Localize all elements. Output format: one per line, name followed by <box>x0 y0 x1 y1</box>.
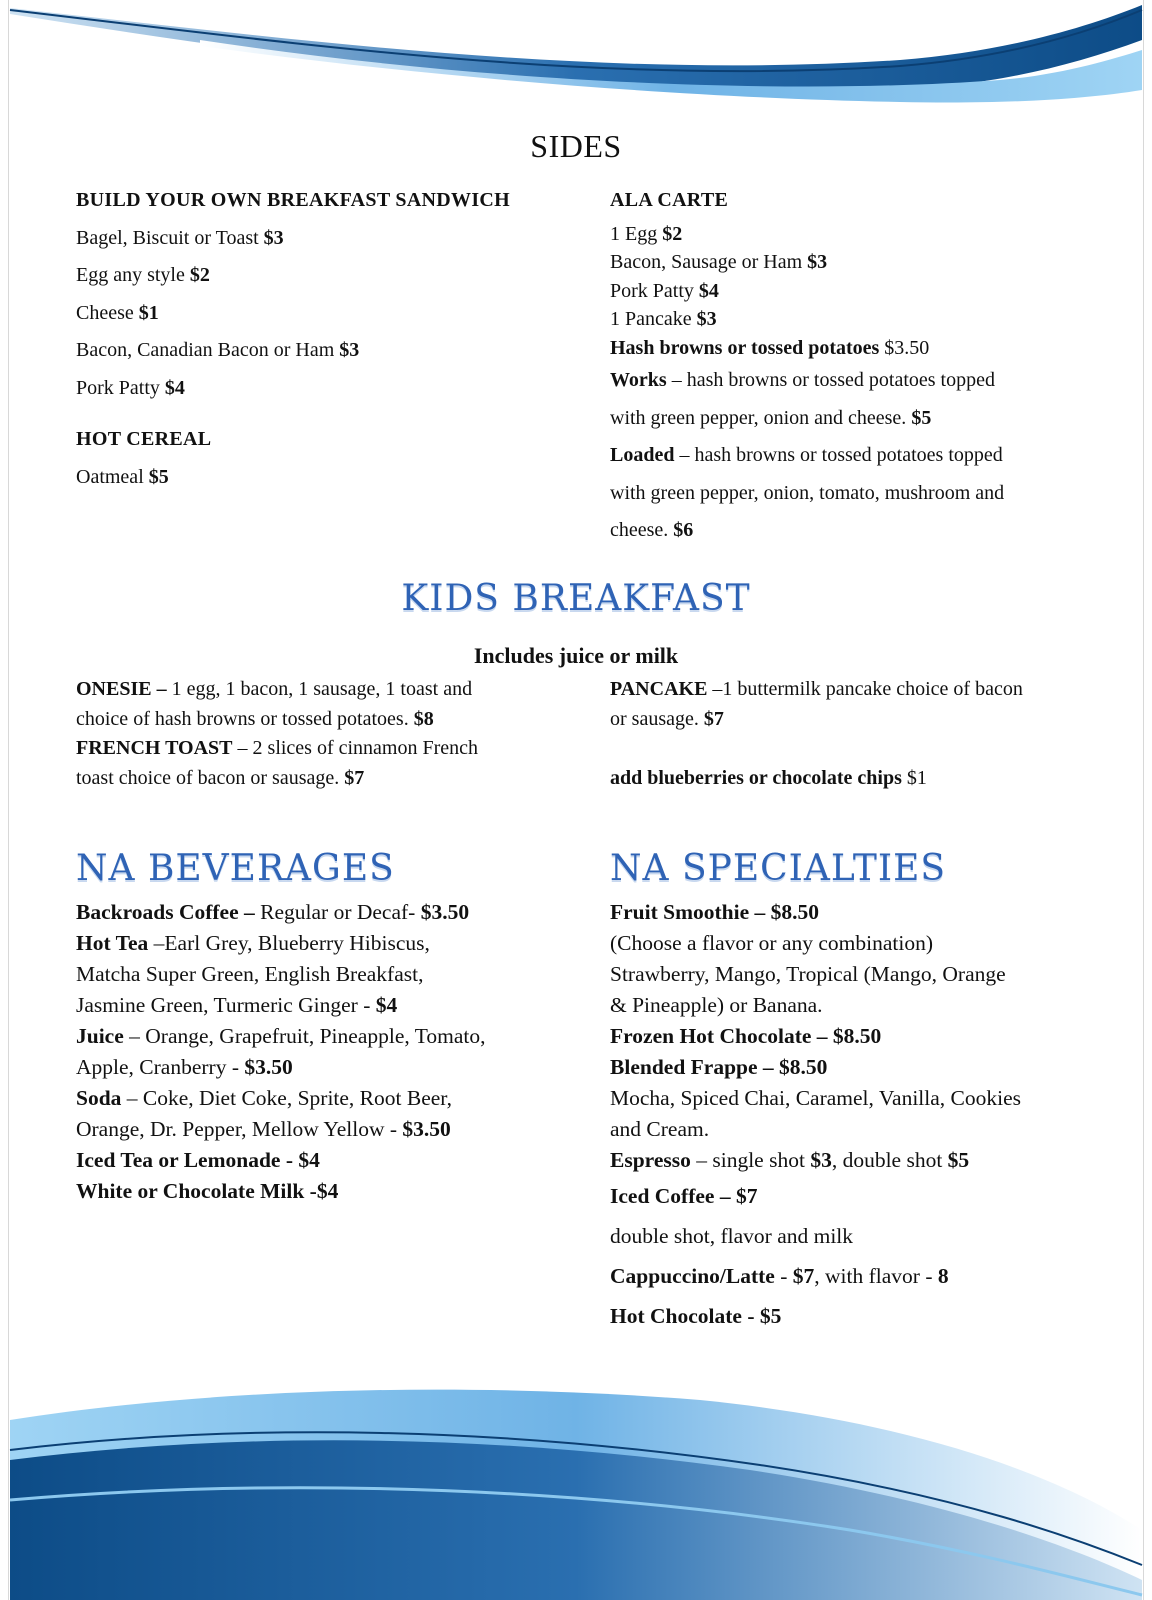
menu-item: Pork Patty $4 <box>610 279 719 302</box>
menu-line-text: Iced Coffee – $7 <box>610 1184 758 1208</box>
bottom-wave-decoration <box>0 1380 1152 1600</box>
kids-right-section <box>610 675 1080 793</box>
top-wave-decoration <box>0 0 1152 110</box>
menu-item-continued: with green pepper, onion, tomato, mushroom and <box>610 481 1005 504</box>
menu-item-continued: or sausage. $7 <box>610 707 724 730</box>
menu-line <box>610 1176 1080 1216</box>
menu-line <box>610 959 1080 990</box>
menu-line-text: Apple, Cranberry - <box>76 1055 245 1079</box>
menu-line-text: Jasmine Green, Turmeric Ginger - <box>76 993 376 1017</box>
menu-line-text: Matcha Super Green, English Breakfast, <box>76 962 424 986</box>
menu-line-text: Frozen Hot Chocolate – $8.50 <box>610 1024 882 1048</box>
menu-line-text: Fruit Smoothie – $8.50 <box>610 900 820 924</box>
menu-line-text: Espresso <box>610 1148 691 1172</box>
menu-line <box>76 1114 546 1145</box>
menu-line <box>76 1021 546 1052</box>
menu-line <box>610 1145 1080 1176</box>
menu-line-text: $3.50 <box>244 1055 293 1079</box>
menu-line <box>76 1052 546 1083</box>
menu-item-continued: cheese. $6 <box>610 519 694 541</box>
sandwich-header: BUILD YOUR OWN BREAKFAST SANDWICH <box>76 189 511 211</box>
menu-item: Cheese $1 <box>76 301 159 324</box>
menu-item: 1 Pancake $3 <box>610 308 717 330</box>
menu-line-text: Soda <box>76 1086 122 1110</box>
menu-line <box>76 897 546 928</box>
menu-line <box>610 928 1080 959</box>
na-beverages-title: NA BEVERAGES <box>76 848 395 889</box>
menu-line-text: Regular or Decaf- <box>260 900 421 924</box>
menu-line-text: 8 <box>937 1264 949 1288</box>
menu-item: Pork Patty $4 <box>76 376 185 399</box>
menu-line-text: $4 <box>375 993 398 1017</box>
menu-item-continued: choice of hash browns or tossed potatoes. $8 <box>76 707 434 730</box>
kids-subtitle: Includes juice or milk <box>473 643 679 668</box>
sandwich-section <box>76 182 546 496</box>
ala-carte-header: ALA CARTE <box>610 189 729 211</box>
menu-line <box>610 990 1080 1021</box>
addon-item: add blueberries or chocolate chips $1 <box>610 766 927 789</box>
menu-line <box>610 1256 1080 1296</box>
menu-item: Oatmeal $5 <box>76 465 169 488</box>
menu-line <box>76 928 546 959</box>
sides-title: SIDES <box>530 128 622 164</box>
menu-line-text: and Cream. <box>610 1117 710 1141</box>
menu-item: Bacon, Canadian Bacon or Ham $3 <box>76 339 360 361</box>
menu-line-text: $3.50 <box>420 900 470 924</box>
menu-item: Works – hash browns or tossed potatoes topped <box>610 369 995 391</box>
menu-line <box>610 1296 1080 1336</box>
menu-line-text: Mocha, Spiced Chai, Caramel, Vanilla, Cookies <box>610 1086 1022 1110</box>
specialties-list-spaced <box>610 1176 1080 1336</box>
menu-item: Egg any style $2 <box>76 264 210 286</box>
menu-line-text: Blended Frappe – $8.50 <box>610 1055 828 1079</box>
na-specialties-title: NA SPECIALTIES <box>610 848 947 889</box>
menu-item: Loaded – hash browns or tossed potatoes topped <box>610 444 1003 466</box>
menu-line-text: $3 <box>810 1148 832 1172</box>
menu-line-text: – Orange, Grapefruit, Pineapple, Tomato, <box>123 1024 486 1048</box>
menu-line-text: & Pineapple) or Banana. <box>610 993 823 1017</box>
menu-line-text: – Coke, Diet Coke, Sprite, Root Beer, <box>121 1086 452 1110</box>
menu-line-text: White or Chocolate Milk -$4 <box>76 1179 339 1203</box>
menu-line <box>76 1145 546 1176</box>
menu-item: FRENCH TOAST – 2 slices of cinnamon French <box>76 737 479 759</box>
menu-line-text: Hot Chocolate - $5 <box>610 1304 782 1328</box>
menu-line <box>76 1083 546 1114</box>
hot-cereal-header: HOT CEREAL <box>76 428 212 450</box>
menu-line <box>76 959 546 990</box>
menu-item: Bacon, Sausage or Ham $3 <box>610 251 828 273</box>
menu-line <box>610 1021 1080 1052</box>
menu-item: Bagel, Biscuit or Toast $3 <box>76 226 284 249</box>
menu-line-text: $3.50 <box>402 1117 451 1141</box>
menu-line-text: Strawberry, Mango, Tropical (Mango, Orange <box>610 962 1006 986</box>
menu-line-text: $7 <box>792 1264 815 1288</box>
specialties-list <box>610 897 1080 1176</box>
menu-line-text: $5 <box>947 1148 970 1172</box>
menu-line <box>610 1216 1080 1256</box>
menu-line <box>610 897 1080 928</box>
menu-line-text: (Choose a flavor or any combination) <box>610 931 934 955</box>
menu-line <box>610 1114 1080 1145</box>
menu-line <box>76 1176 546 1207</box>
menu-line-text: Cappuccino/Latte <box>610 1264 775 1288</box>
menu-line-text: , with flavor - <box>814 1264 938 1288</box>
menu-item-continued: with green pepper, onion and cheese. $5 <box>610 406 932 429</box>
menu-line-text: double shot, flavor and milk <box>610 1224 854 1248</box>
menu-line-text: Backroads Coffee – <box>76 900 261 924</box>
menu-item: Hash browns or tossed potatoes $3.50 <box>610 336 930 359</box>
menu-line-text: – single shot <box>690 1148 811 1172</box>
menu-line <box>610 1083 1080 1114</box>
menu-line-text: –Earl Grey, Blueberry Hibiscus, <box>153 931 430 955</box>
menu-item: ONESIE – 1 egg, 1 bacon, 1 sausage, 1 toast and <box>76 678 473 700</box>
menu-line <box>610 1052 1080 1083</box>
kids-breakfast-title: KIDS BREAKFAST <box>401 578 751 619</box>
menu-line-text: Orange, Dr. Pepper, Mellow Yellow - <box>76 1117 403 1141</box>
menu-line-text: Iced Tea or Lemonade - $4 <box>76 1148 320 1172</box>
menu-line-text: Hot Tea <box>76 931 154 955</box>
menu-line-text: - <box>774 1264 793 1288</box>
specialties-section <box>610 897 1080 1336</box>
menu-item: PANCAKE –1 buttermilk pancake choice of bacon <box>610 678 1023 700</box>
menu-line <box>76 990 546 1021</box>
menu-line-text: Juice <box>76 1024 124 1048</box>
menu-item: 1 Egg $2 <box>610 222 683 245</box>
beverages-list <box>76 897 546 1207</box>
ala-carte-section <box>610 182 1080 550</box>
kids-left-section <box>76 675 546 793</box>
menu-item-continued: toast choice of bacon or sausage. $7 <box>76 766 365 789</box>
menu-line-text: , double shot <box>831 1148 948 1172</box>
